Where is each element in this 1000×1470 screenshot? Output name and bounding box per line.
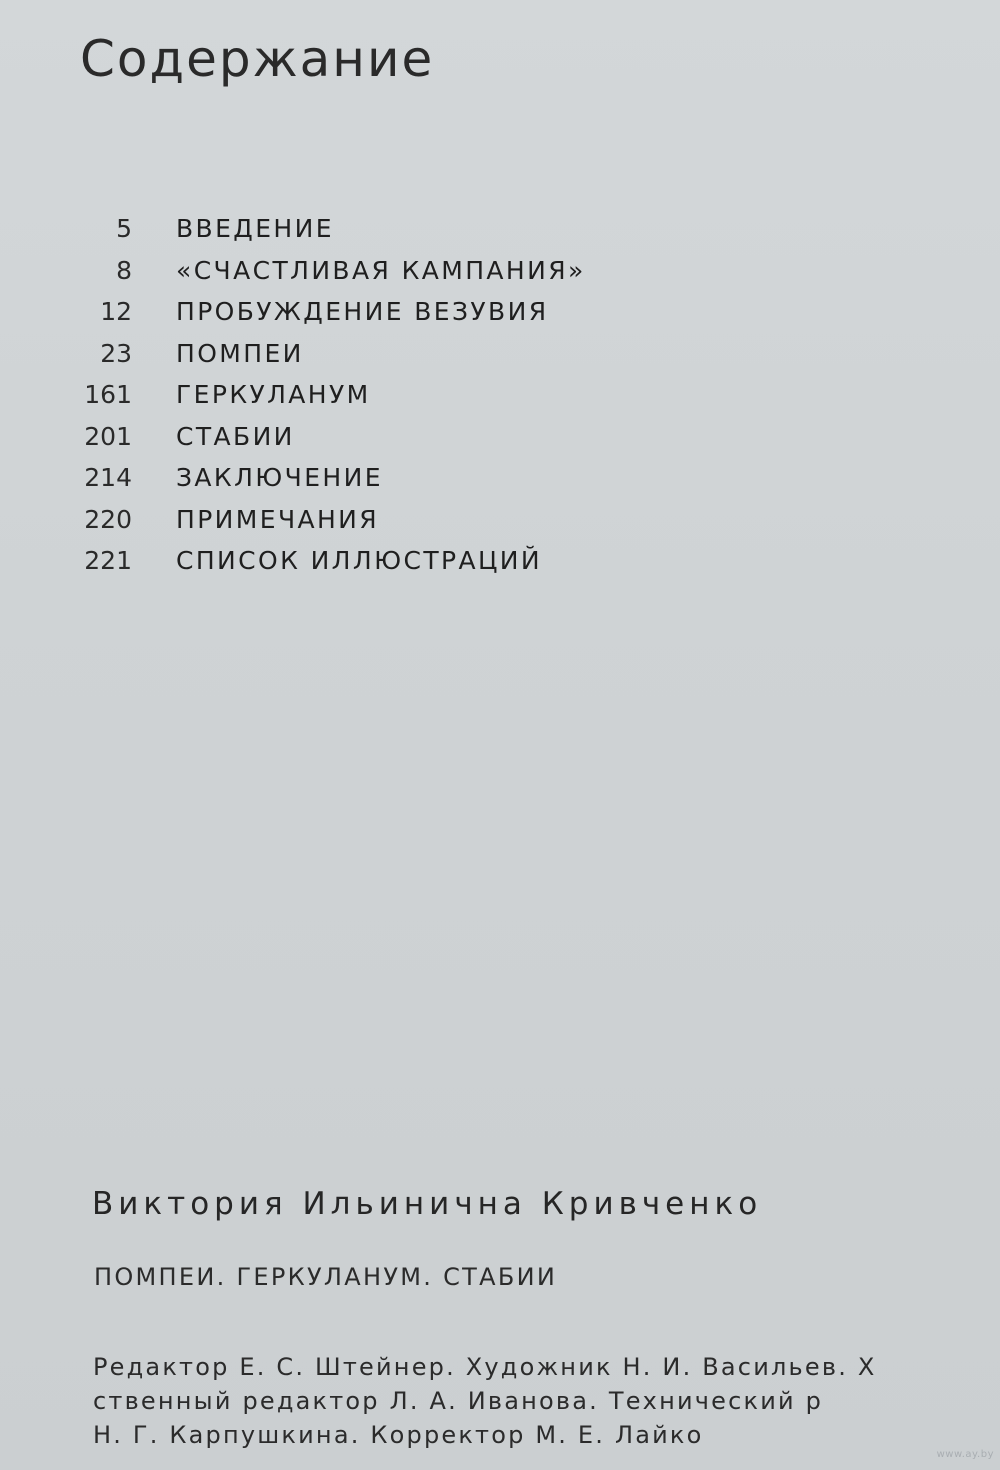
toc-entry (60, 540, 680, 582)
toc-page-number: 23 (100, 338, 132, 368)
toc-entry-title: ПРИМЕЧАНИЯ (176, 504, 380, 534)
book-title: ПОМПЕИ. ГЕРКУЛАНУМ. СТАБИИ (94, 1263, 558, 1291)
toc-page-number: 5 (116, 214, 132, 243)
toc-page-number: 201 (84, 421, 132, 451)
toc-entry (60, 457, 680, 499)
author-name: Виктория Ильинична Кривченко (92, 1186, 763, 1222)
table-of-contents (60, 208, 680, 582)
toc-entry-title: ГЕРКУЛАНУМ (176, 380, 371, 409)
toc-page-number: 214 (84, 463, 132, 492)
toc-entry-title: ЗАКЛЮЧЕНИЕ (176, 463, 383, 492)
toc-page-number: 161 (84, 380, 132, 409)
credits-line: ственный редактор Л. А. Иванова. Технический р (93, 1387, 824, 1415)
toc-entry (60, 291, 680, 333)
site-watermark: www.ay.by (936, 1449, 994, 1460)
toc-entry (60, 250, 680, 292)
toc-entry-title: ПОМПЕИ (176, 338, 304, 368)
toc-entry-title: «СЧАСТЛИВАЯ КАМПАНИЯ» (176, 255, 586, 285)
colophon-credits (93, 1350, 1000, 1452)
toc-page-number: 221 (84, 546, 132, 575)
toc-entry (60, 416, 680, 458)
contents-heading: Содержание (80, 30, 435, 88)
toc-entry-title: ПРОБУЖДЕНИЕ ВЕЗУВИЯ (176, 297, 549, 326)
toc-entry (60, 499, 680, 541)
credits-line: Н. Г. Карпушкина. Корректор М. Е. Лайко (93, 1421, 704, 1449)
toc-page-number: 8 (116, 255, 132, 285)
toc-entry-title: ВВЕДЕНИЕ (176, 214, 334, 243)
toc-entry (60, 333, 680, 375)
toc-entry-title: СПИСОК ИЛЛЮСТРАЦИЙ (176, 546, 542, 575)
toc-entry (60, 374, 680, 416)
toc-entry-title: СТАБИИ (176, 421, 295, 451)
toc-page-number: 220 (84, 504, 132, 534)
toc-page-number: 12 (100, 297, 132, 326)
toc-entry (60, 208, 680, 250)
credits-line: Редактор Е. С. Штейнер. Художник Н. И. Васильев. Х (93, 1353, 877, 1381)
